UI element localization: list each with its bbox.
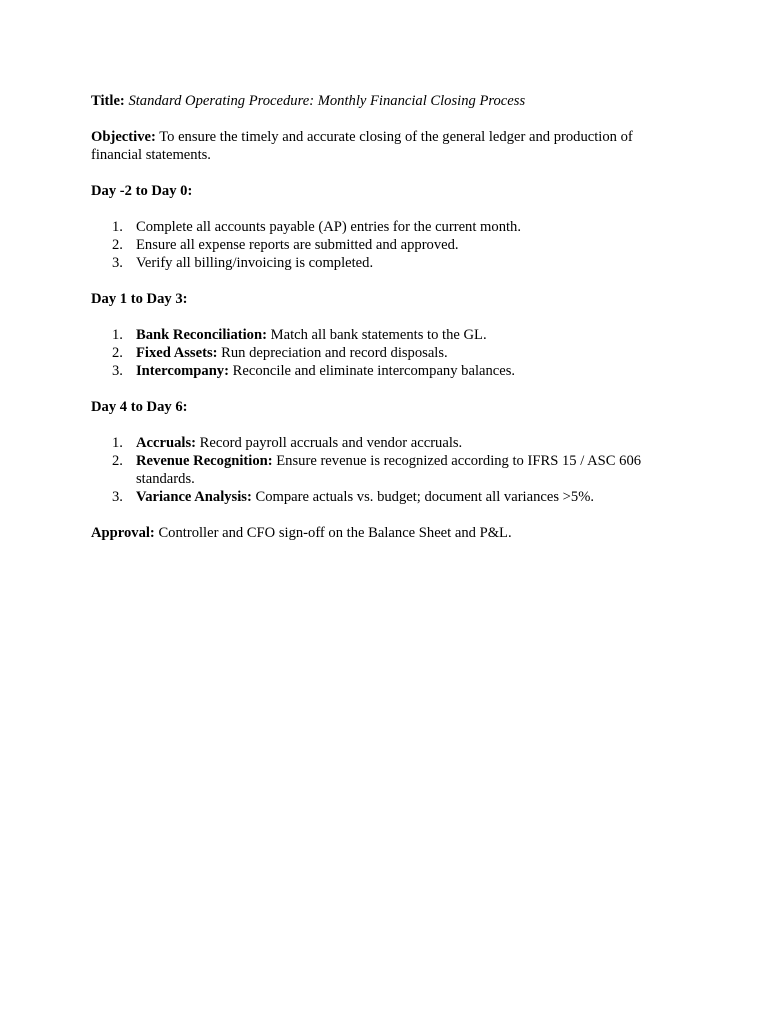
item-number: 2. [112,453,123,469]
item-number: 1. [112,327,123,343]
item-number: 3. [112,363,123,379]
objective-text: To ensure the timely and accurate closing of the general ledger and production of financial statements. [91,129,633,163]
item-number: 2. [112,345,123,361]
approval-label: Approval: [91,525,155,541]
steps-list-day-4-to-6 [91,434,681,506]
objective-label: Objective: [91,129,156,145]
list-item [91,488,681,506]
list-item [91,236,681,254]
list-item [91,326,681,344]
item-label: Revenue Recognition: [136,453,273,469]
item-text: Record payroll accruals and vendor accruals. [199,435,463,451]
section-heading-day-minus2-to-0: Day -2 to Day 0: [91,183,193,199]
list-item [91,254,681,272]
section-heading-day-4-to-6: Day 4 to Day 6: [91,399,188,415]
steps-list-day-1-to-3 [91,326,681,380]
item-text: Ensure all expense reports are submitted and approved. [136,237,459,253]
item-label: Bank Reconciliation: [136,327,267,343]
title-text: Standard Operating Procedure: Monthly Financial Closing Process [128,93,526,109]
approval-paragraph [91,524,681,542]
document-page [91,92,681,542]
item-text: Compare actuals vs. budget; document all variances >5%. [255,489,594,505]
objective-paragraph [91,128,681,164]
section-heading-day-1-to-3: Day 1 to Day 3: [91,291,188,307]
steps-list-day-minus2-to-0 [91,218,681,272]
item-label: Accruals: [136,435,196,451]
item-number: 2. [112,237,123,253]
list-item [91,344,681,362]
item-text: Complete all accounts payable (AP) entries for the current month. [136,219,521,235]
item-number: 3. [112,489,123,505]
item-number: 1. [112,219,123,235]
document-title [91,92,681,110]
list-item [91,434,681,452]
item-text: Match all bank statements to the GL. [270,327,487,343]
item-label: Variance Analysis: [136,489,252,505]
item-label: Intercompany: [136,363,229,379]
item-number: 3. [112,255,123,271]
item-number: 1. [112,435,123,451]
item-text: Ensure revenue is recognized according to IFRS 15 / ASC 606 standards. [136,453,642,487]
approval-text: Controller and CFO sign-off on the Balance Sheet and P&L. [158,525,512,541]
item-text: Reconcile and eliminate intercompany balances. [232,363,516,379]
item-text: Run depreciation and record disposals. [221,345,448,361]
list-item [91,452,681,488]
item-label: Fixed Assets: [136,345,218,361]
item-text: Verify all billing/invoicing is completed. [136,255,374,271]
list-item [91,362,681,380]
list-item [91,218,681,236]
title-label: Title: [91,93,125,109]
